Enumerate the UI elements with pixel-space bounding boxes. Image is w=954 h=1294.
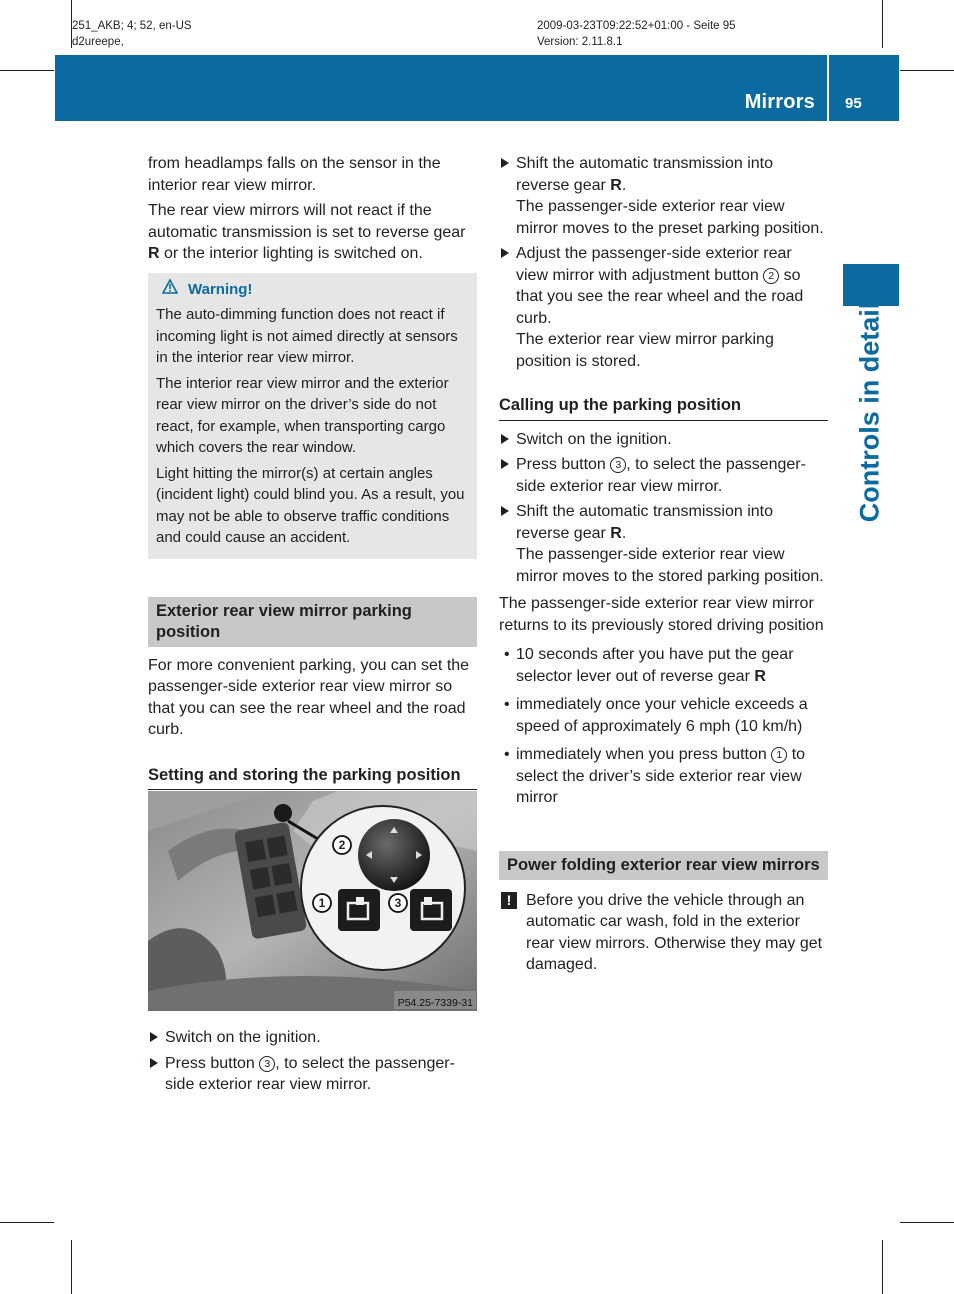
step-text: Shift the automatic transmission into reverse gear (516, 503, 774, 542)
chapter-tab (843, 264, 899, 306)
button-number-badge: 3 (610, 457, 626, 473)
list-item (499, 744, 828, 809)
instruction-step (499, 501, 828, 587)
step-arrow-icon (501, 434, 509, 444)
step-arrow-icon (501, 459, 509, 469)
warning-box (148, 273, 477, 559)
crop-mark (882, 1240, 883, 1294)
instruction-step (148, 1053, 477, 1096)
step-text: Adjust the passenger-side exterior rear view mirror with adjustment button (516, 245, 792, 284)
warning-text: Light hitting the mirror(s) at certain angles (incident light) could blind you. As a result, you may not be able to observe traffic conditions and could cause an accident. (156, 464, 465, 546)
step-result: The passenger-side exterior rear view mirror moves to the stored parking position. (516, 546, 824, 585)
list-text: immediately when you press button (516, 746, 772, 763)
mirror-controls-figure (148, 791, 477, 1011)
meta-line: 2009-03-23T09:22:52+01:00 - Seite 95 (537, 20, 736, 32)
instruction-step (499, 454, 828, 497)
bullet-dot: • (504, 746, 510, 763)
gear-letter: R (754, 667, 766, 685)
crop-mark (71, 1240, 72, 1294)
section-heading: Power folding exterior rear view mirrors (499, 851, 828, 880)
callout-2: 2 (338, 838, 346, 852)
step-arrow-icon (501, 158, 509, 168)
page-header (55, 55, 899, 121)
step-text: Shift the automatic transmission into reverse gear (516, 155, 774, 194)
note-text: Before you drive the vehicle through an automatic car wash, fold in the exterior rear view mirrors. Otherwise they may get damaged. (526, 891, 823, 973)
meta-line: Version: 2.11.8.1 (537, 36, 623, 48)
crop-mark (900, 70, 954, 71)
left-column-steps (148, 1027, 477, 1100)
chapter-label: Controls in detail (854, 301, 885, 523)
crop-mark (882, 0, 883, 48)
callout-1: 1 (318, 896, 326, 910)
step-text: Switch on the ignition. (516, 430, 672, 448)
paragraph: from headlamps falls on the sensor in the interior rear view mirror. (148, 155, 441, 194)
list-item (499, 694, 828, 737)
step-result: The exterior rear view mirror parking position is stored. (516, 331, 774, 370)
button-number-badge: 2 (763, 268, 779, 284)
step-text: , to select the passenger-side exterior rear view mirror. (165, 1054, 455, 1093)
text: or the interior lighting is switched on. (159, 245, 423, 262)
step-text: . (621, 524, 627, 542)
instruction-step (148, 1027, 477, 1049)
gear-letter: R (610, 176, 622, 194)
step-arrow-icon (150, 1032, 158, 1042)
header-divider (827, 55, 829, 121)
step-arrow-icon (501, 506, 509, 516)
subheading: Calling up the parking position (499, 395, 828, 421)
instruction-step (499, 243, 828, 372)
warning-title: Warning! (188, 280, 253, 298)
paragraph (148, 200, 477, 265)
button-number-badge: 1 (771, 747, 787, 763)
button-number-badge: 3 (259, 1056, 275, 1072)
page-number: 95 (845, 95, 862, 112)
step-text: so that you see the rear wheel and the road curb. (516, 266, 804, 327)
gear-letter: R (148, 245, 160, 262)
meta-line: d2ureepe, (72, 36, 124, 48)
paragraph: The passenger-side exterior rear view mirror returns to its previously stored driving position (499, 595, 824, 634)
step-text: . (621, 176, 627, 194)
left-column (148, 153, 477, 790)
section-heading: Exterior rear view mirror parking position (148, 597, 477, 647)
warning-text: The interior rear view mirror and the exterior rear view mirror on the driver’s side do not react, for example, when transporting cargo which covers the rear window. (156, 374, 449, 456)
warning-triangle-icon (162, 279, 178, 301)
gear-letter: R (610, 524, 622, 542)
door-panel-image (148, 791, 477, 1011)
step-result: The passenger-side exterior rear view mirror moves to the preset parking position. (516, 198, 824, 237)
meta-line: 251_AKB; 4; 52, en-US (72, 20, 192, 32)
warning-heading (156, 279, 469, 301)
list-text: 10 seconds after you have put the gear selector lever out of reverse gear (516, 646, 794, 685)
instruction-step (499, 153, 828, 239)
step-text: Switch on the ignition. (165, 1029, 321, 1046)
section-title: Mirrors (744, 91, 815, 113)
list-text: to select the driver’s side exterior rear view mirror (516, 746, 806, 806)
crop-mark (900, 1222, 954, 1223)
step-arrow-icon (501, 248, 509, 258)
step-arrow-icon (150, 1058, 158, 1068)
subheading: Setting and storing the parking position (148, 765, 477, 791)
bullet-dot: • (504, 646, 510, 663)
note (499, 890, 828, 976)
print-meta-left (72, 18, 192, 50)
note-exclamation-icon: ! (501, 892, 517, 909)
right-column (499, 153, 828, 976)
crop-mark (0, 1222, 54, 1223)
bullet-dot: • (504, 696, 510, 713)
text: The rear view mirrors will not react if the automatic transmission is set to reverse gear (148, 202, 466, 241)
step-text: , to select the passenger-side exterior rear view mirror. (516, 456, 806, 495)
step-text: Press button (516, 456, 611, 473)
paragraph: For more convenient parking, you can set the passenger-side exterior rear view mirror so that you can see the rear wheel and the road curb. (148, 656, 470, 738)
step-text: Press button (165, 1054, 260, 1072)
print-meta-right (537, 18, 736, 50)
instruction-step (499, 429, 828, 451)
figure-code: P54.25-7339-31 (397, 997, 473, 1009)
crop-mark (0, 70, 54, 71)
callout-3: 3 (394, 896, 402, 910)
list-text: immediately once your vehicle exceeds a speed of approximately 6 mph (10 km/h) (516, 696, 808, 735)
warning-text: The auto-dimming function does not react if incoming light is not aimed directly at sensors in the interior rear view mirror. (156, 306, 458, 366)
list-item (499, 644, 828, 687)
